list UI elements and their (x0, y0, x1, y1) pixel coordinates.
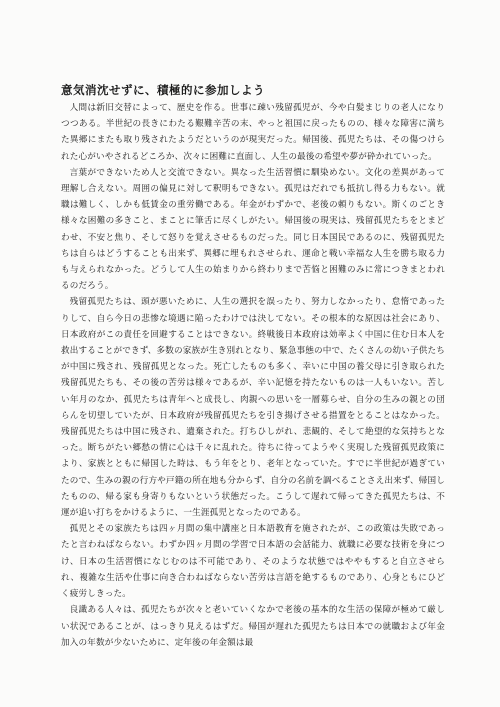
paragraph-3: 残留孤児たちは、頭が悪いために、人生の選択を誤ったり、努力しなかったり、怠惰であったりして、自ら今日の悲惨な境遇に陥ったわけでは決してない。その根本的な原因は社会にあり、日本政府がこの責任を回避することはできない。終戦後日本政府は効率よく中国に住む日本人を救出することができず、多数の家族が生き別れとなり、緊急事態の中で、たくさんの幼い子供たちが中国に残され、残留孤児となった。死亡したものも多く、幸いに中国の養父母に引き取られた残留孤児たちも、その後の苦労は様々であるが、辛い記憶を持たないものは一人もいない。苦しい年月のなか、孤児たちは青年へと成長し、肉親への思いを一層募らせ、自分の生みの親との団らんを切望していたが、日本政府が残留孤児たちを引き揚げさせる措置をとることはなかった。残留孤児たちは中国に残され、遺棄された。打ちひしがれ、悲観的、そして絶望的な気持ちとなった。断ちがたい郷愁の情に心は千々に乱れた。待ちに待ってようやく実現した残留孤児政策により、家族とともに帰国した時は、もう年をとり、老年となっていた。すでに半世紀が過ぎていたので、生みの親の行方や戸籍の所在地も分からず、自分の名前を調べることさえ出来ず、帰国したものの、帰る家も身寄りもないという状態だった。こうして遅れて帰ってきた孤児たちは、不運が追い打ちをかけるように、一生涯孤児となったのである。 (61, 297, 445, 519)
document-body (61, 82, 445, 651)
paragraph-5: 良識ある人々は、孤児たちが次々と老いていくなかで老後の基本的な生活の保障が極めて厳しい状況であることが、はっきり見えるはずだ。帰国が遅れた孤児たちは日本での就職および年金加入の年数が少ないために、定年後の年金額は最 (61, 605, 445, 648)
section-heading: 意気消沈せずに、積極的に参加しよう (61, 83, 265, 97)
paragraph-4: 孤児とその家族たちは四ヶ月間の集中講座と日本語教育を施されたが、この政策は失敗であったと言わねばならない。わずか四ヶ月間の学習で日本語の会話能力、就職に必要な技術を身につけ、日本の生活習慣になじむのは不可能であり、そのような状態ではややもすると自立させられ、複雑な生活や仕事に向き合わねばならない苦労は言語を絶するものであり、心身ともにひどく疲労しきった。 (61, 524, 445, 600)
paragraph-1: 人間は新旧交替によって、歴史を作る。世事に疎い残留孤児が、今や白髪まじりの老人になりつつある。半世紀の長きにわたる艱難辛苦の末、やっと祖国に戻ったものの、様々な障害に満ちた異郷にまたも取り残されたようだというのが現実だった。帰国後、孤児たちは、その傷つけられた心がいやされるどころか、次々に困難に直面し、人生の最後の希望や夢が砕かれていった。 (61, 103, 445, 162)
paragraph-2: 言葉ができないため人と交流できない。異なった生活習慣に馴染めない。文化の差異があって理解し合えない。周囲の偏見に対して釈明もできない。孤児はだれでも抵抗し得る力もない。就職は難しく、しかも低賃金の重労働である。年金がわずかで、老後の頼りもない。斯くのごとき様々な困難の多きこと、まことに筆舌に尽くしがたい。帰国後の現実は、残留孤児たちをとまどわせ、不安と焦り、そして怒りを覚えさせるものだった。同じ日本国民であるのに、残留孤児たちは自らはどうすることも出来ず、異郷に埋もれさせられ、運命と戦い幸福な人生を勝ち取る力も与えられなかった。どうして人生の始まりから終わりまで苦悩と困難のみに常につきまとわれるのだろう。 (61, 167, 445, 292)
